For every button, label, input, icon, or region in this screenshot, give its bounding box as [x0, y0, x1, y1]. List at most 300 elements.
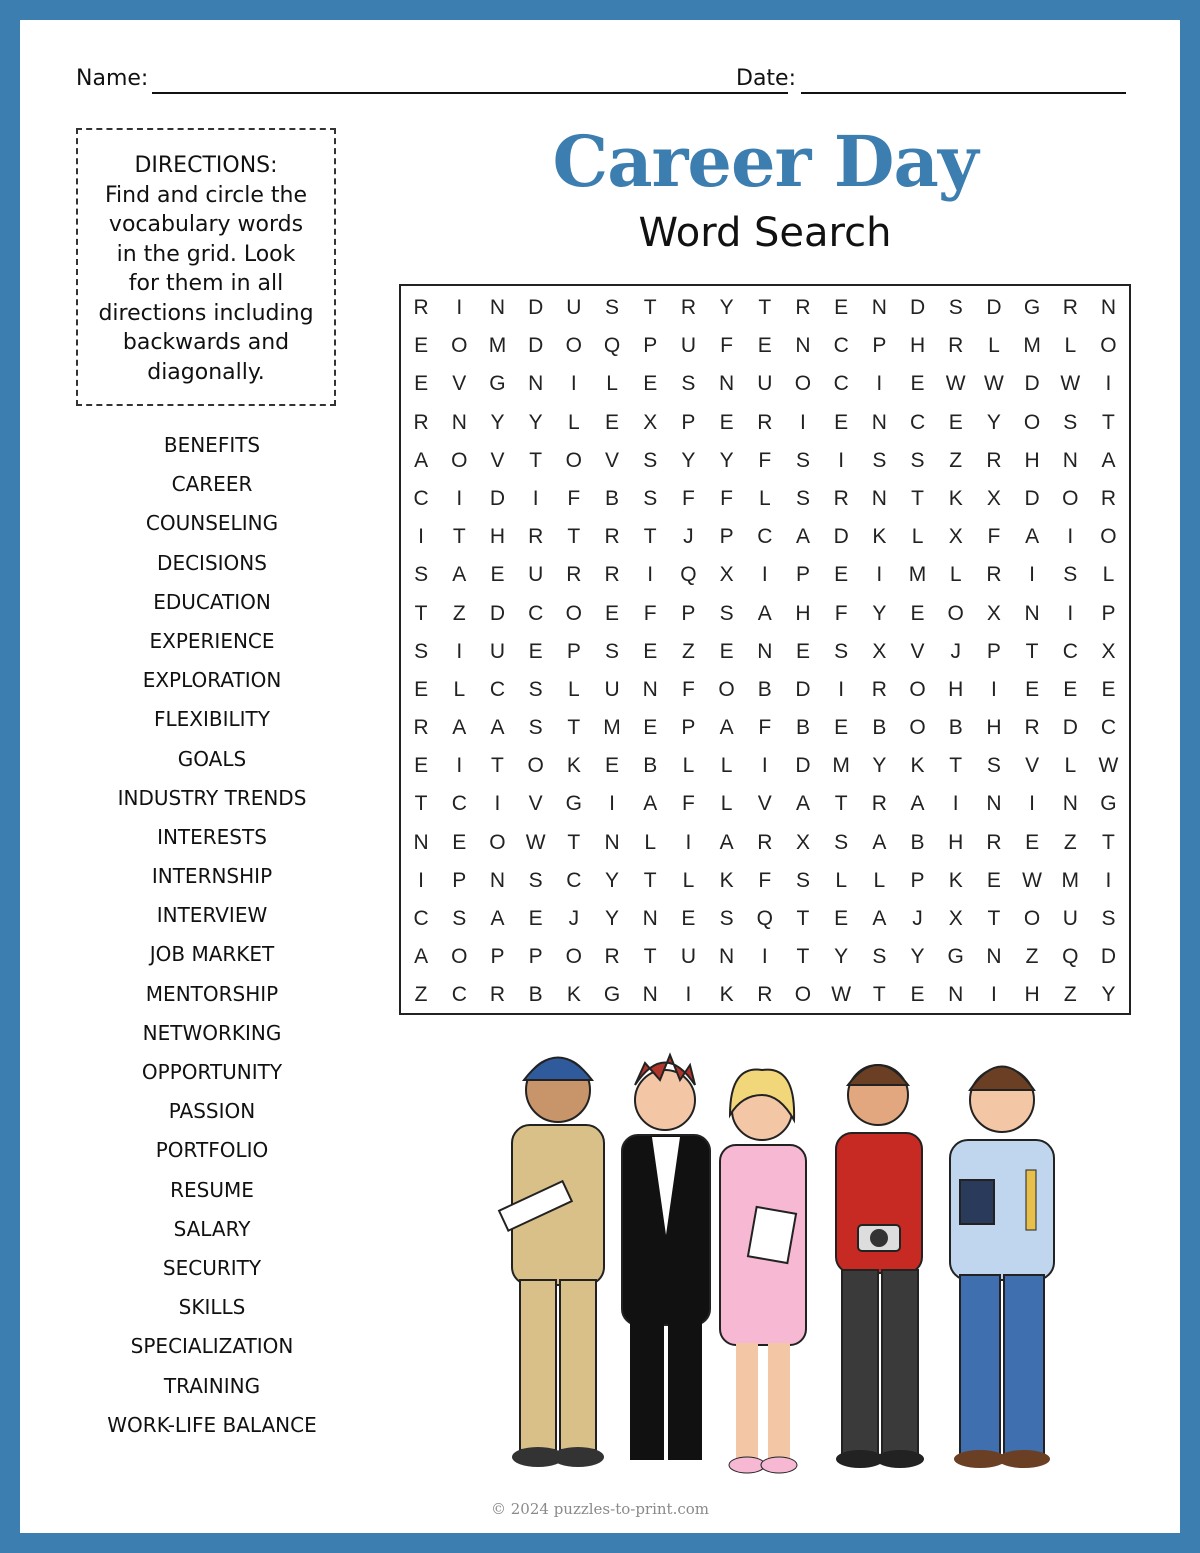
- grid-cell[interactable]: E: [605, 410, 620, 434]
- grid-cell[interactable]: I: [456, 754, 463, 778]
- grid-cell[interactable]: B: [605, 486, 620, 510]
- grid-cell[interactable]: F: [758, 448, 772, 472]
- grid-cell[interactable]: O: [451, 334, 468, 358]
- grid-cell[interactable]: E: [834, 563, 849, 587]
- grid-cell[interactable]: C: [451, 983, 467, 1007]
- grid-cell[interactable]: E: [910, 601, 925, 625]
- grid-cell[interactable]: I: [494, 792, 501, 816]
- grid-cell[interactable]: Y: [681, 448, 696, 472]
- grid-cell[interactable]: U: [757, 372, 773, 396]
- grid-cell[interactable]: E: [681, 907, 696, 930]
- grid-cell[interactable]: W: [983, 372, 1004, 396]
- grid-cell[interactable]: Y: [605, 868, 620, 892]
- grid-cell[interactable]: R: [757, 830, 773, 854]
- grid-cell[interactable]: T: [834, 792, 848, 816]
- grid-cell[interactable]: A: [872, 907, 887, 930]
- grid-cell[interactable]: I: [647, 563, 654, 587]
- grid-cell[interactable]: R: [413, 410, 429, 434]
- grid-cell[interactable]: V: [490, 448, 505, 472]
- grid-cell[interactable]: O: [1062, 486, 1079, 510]
- grid-cell[interactable]: S: [528, 868, 543, 892]
- grid-cell[interactable]: K: [719, 983, 734, 1007]
- grid-cell[interactable]: I: [1105, 868, 1112, 892]
- grid-cell[interactable]: A: [490, 716, 505, 740]
- grid-cell[interactable]: F: [567, 486, 581, 510]
- grid-cell[interactable]: C: [451, 792, 467, 816]
- grid-cell[interactable]: C: [833, 334, 849, 358]
- grid-cell[interactable]: O: [1023, 410, 1041, 434]
- grid-cell[interactable]: V: [605, 448, 620, 472]
- grid-cell[interactable]: B: [757, 677, 772, 701]
- grid-cell[interactable]: P: [681, 410, 696, 434]
- grid-cell[interactable]: S: [910, 448, 925, 472]
- grid-cell[interactable]: A: [719, 716, 734, 740]
- grid-cell[interactable]: W: [525, 830, 546, 854]
- grid-cell[interactable]: R: [528, 525, 544, 549]
- grid-cell[interactable]: R: [948, 334, 964, 358]
- grid-cell[interactable]: S: [719, 601, 734, 625]
- grid-cell[interactable]: N: [871, 410, 887, 434]
- grid-cell[interactable]: B: [948, 716, 963, 740]
- grid-cell[interactable]: F: [720, 486, 733, 510]
- grid-cell[interactable]: N: [642, 677, 658, 701]
- grid-cell[interactable]: U: [1062, 907, 1078, 930]
- grid-cell[interactable]: T: [567, 830, 581, 854]
- grid-cell[interactable]: O: [489, 830, 506, 854]
- grid-cell[interactable]: P: [681, 601, 696, 625]
- grid-cell[interactable]: C: [833, 372, 849, 396]
- grid-cell[interactable]: U: [566, 296, 582, 319]
- grid-cell[interactable]: O: [794, 372, 812, 396]
- grid-cell[interactable]: P: [643, 334, 658, 358]
- grid-cell[interactable]: L: [911, 525, 924, 549]
- grid-cell[interactable]: R: [757, 983, 773, 1007]
- grid-cell[interactable]: O: [451, 945, 468, 969]
- grid-cell[interactable]: S: [414, 563, 429, 587]
- grid-cell[interactable]: R: [986, 563, 1002, 587]
- grid-cell[interactable]: N: [451, 410, 467, 434]
- grid-cell[interactable]: N: [642, 907, 658, 930]
- grid-cell[interactable]: M: [908, 563, 927, 587]
- grid-cell[interactable]: O: [565, 334, 583, 358]
- grid-cell[interactable]: P: [795, 563, 810, 587]
- grid-cell[interactable]: S: [986, 754, 1001, 778]
- grid-cell[interactable]: F: [758, 868, 772, 892]
- grid-cell[interactable]: S: [872, 448, 887, 472]
- grid-cell[interactable]: Y: [528, 410, 543, 434]
- grid-cell[interactable]: Y: [986, 410, 1001, 434]
- grid-cell[interactable]: X: [948, 907, 963, 930]
- grid-cell[interactable]: T: [414, 601, 428, 625]
- grid-cell[interactable]: M: [488, 334, 507, 358]
- grid-cell[interactable]: P: [566, 639, 581, 663]
- grid-cell[interactable]: F: [987, 525, 1001, 549]
- grid-cell[interactable]: Y: [872, 754, 887, 778]
- grid-cell[interactable]: S: [643, 448, 658, 472]
- grid-cell[interactable]: F: [643, 601, 657, 625]
- grid-cell[interactable]: L: [682, 868, 695, 892]
- grid-cell[interactable]: N: [1100, 296, 1117, 319]
- grid-cell[interactable]: U: [528, 563, 544, 587]
- grid-cell[interactable]: D: [1024, 486, 1040, 510]
- grid-cell[interactable]: I: [456, 296, 463, 319]
- grid-cell[interactable]: A: [452, 563, 467, 587]
- grid-cell[interactable]: V: [452, 372, 467, 396]
- grid-cell[interactable]: I: [952, 792, 959, 816]
- grid-cell[interactable]: L: [988, 334, 1000, 358]
- grid-cell[interactable]: R: [413, 716, 429, 740]
- grid-cell[interactable]: E: [910, 983, 925, 1007]
- grid-cell[interactable]: X: [719, 563, 734, 587]
- grid-cell[interactable]: B: [910, 830, 925, 854]
- grid-cell[interactable]: Y: [1101, 983, 1116, 1007]
- grid-cell[interactable]: N: [871, 296, 887, 319]
- grid-cell[interactable]: E: [452, 830, 467, 854]
- grid-cell[interactable]: D: [528, 296, 544, 319]
- grid-cell[interactable]: S: [795, 448, 810, 472]
- grid-cell[interactable]: P: [681, 716, 696, 740]
- grid-cell[interactable]: T: [1102, 830, 1115, 854]
- grid-cell[interactable]: L: [1064, 754, 1077, 778]
- grid-cell[interactable]: O: [527, 754, 544, 778]
- grid-cell[interactable]: L: [568, 410, 580, 434]
- grid-cell[interactable]: A: [757, 601, 772, 625]
- grid-cell[interactable]: E: [834, 296, 849, 319]
- grid-cell[interactable]: I: [761, 563, 768, 587]
- grid-cell[interactable]: O: [794, 983, 812, 1007]
- grid-cell[interactable]: M: [603, 716, 621, 740]
- grid-cell[interactable]: T: [414, 792, 428, 816]
- grid-cell[interactable]: E: [757, 334, 772, 358]
- grid-cell[interactable]: N: [489, 296, 506, 319]
- grid-cell[interactable]: S: [681, 372, 696, 396]
- grid-cell[interactable]: A: [910, 792, 925, 816]
- grid-cell[interactable]: I: [418, 868, 425, 892]
- grid-cell[interactable]: E: [1025, 830, 1040, 854]
- grid-cell[interactable]: X: [795, 830, 810, 854]
- grid-cell[interactable]: E: [834, 716, 849, 740]
- grid-cell[interactable]: F: [681, 677, 695, 701]
- grid-cell[interactable]: N: [795, 334, 811, 358]
- grid-cell[interactable]: P: [910, 868, 925, 892]
- grid-cell[interactable]: I: [1029, 792, 1036, 816]
- grid-cell[interactable]: V: [1025, 754, 1040, 778]
- grid-cell[interactable]: D: [1024, 372, 1040, 396]
- grid-cell[interactable]: I: [456, 639, 463, 663]
- grid-cell[interactable]: O: [718, 677, 735, 701]
- grid-cell[interactable]: N: [871, 486, 887, 510]
- grid-cell[interactable]: W: [1022, 868, 1042, 892]
- grid-cell[interactable]: I: [990, 983, 997, 1007]
- grid-cell[interactable]: S: [719, 907, 734, 930]
- grid-cell[interactable]: G: [1023, 296, 1041, 319]
- grid-cell[interactable]: R: [986, 830, 1002, 854]
- grid-cell[interactable]: Q: [1062, 945, 1079, 969]
- grid-cell[interactable]: R: [680, 296, 696, 319]
- grid-cell[interactable]: N: [1062, 792, 1078, 816]
- grid-cell[interactable]: Y: [834, 945, 849, 969]
- grid-cell[interactable]: U: [680, 945, 696, 969]
- grid-cell[interactable]: N: [986, 945, 1002, 969]
- grid-cell[interactable]: N: [1024, 601, 1040, 625]
- grid-cell[interactable]: G: [565, 792, 583, 816]
- grid-cell[interactable]: L: [644, 830, 657, 854]
- grid-cell[interactable]: H: [795, 601, 811, 625]
- grid-cell[interactable]: X: [948, 525, 963, 549]
- grid-cell[interactable]: B: [795, 716, 810, 740]
- grid-cell[interactable]: I: [876, 563, 883, 587]
- grid-cell[interactable]: S: [643, 486, 658, 510]
- grid-cell[interactable]: M: [1023, 334, 1041, 358]
- grid-cell[interactable]: S: [528, 677, 543, 701]
- grid-cell[interactable]: N: [719, 945, 735, 969]
- grid-cell[interactable]: H: [489, 525, 506, 549]
- grid-cell[interactable]: L: [453, 677, 466, 701]
- grid-cell[interactable]: E: [528, 639, 543, 663]
- grid-cell[interactable]: P: [872, 334, 887, 358]
- grid-cell[interactable]: T: [643, 868, 657, 892]
- grid-cell[interactable]: Q: [680, 563, 697, 587]
- grid-cell[interactable]: C: [1062, 639, 1078, 663]
- grid-cell[interactable]: S: [872, 945, 887, 969]
- grid-cell[interactable]: T: [529, 448, 543, 472]
- grid-cell[interactable]: N: [719, 372, 735, 396]
- grid-cell[interactable]: I: [570, 372, 577, 396]
- grid-cell[interactable]: L: [606, 372, 618, 396]
- grid-cell[interactable]: J: [568, 907, 580, 930]
- grid-cell[interactable]: S: [452, 907, 467, 930]
- grid-cell[interactable]: R: [1100, 486, 1117, 510]
- grid-cell[interactable]: R: [566, 563, 582, 587]
- grid-cell[interactable]: T: [911, 486, 924, 510]
- grid-cell[interactable]: R: [871, 792, 887, 816]
- grid-cell[interactable]: E: [1101, 677, 1116, 701]
- grid-cell[interactable]: Z: [949, 448, 963, 472]
- grid-cell[interactable]: E: [414, 677, 429, 701]
- grid-cell[interactable]: L: [720, 792, 733, 816]
- grid-cell[interactable]: E: [528, 907, 543, 930]
- grid-cell[interactable]: A: [414, 448, 429, 472]
- grid-cell[interactable]: X: [1101, 639, 1116, 663]
- grid-cell[interactable]: S: [414, 639, 429, 663]
- grid-cell[interactable]: X: [872, 639, 887, 663]
- grid-cell[interactable]: O: [1100, 334, 1117, 358]
- grid-cell[interactable]: L: [873, 868, 886, 892]
- grid-cell[interactable]: I: [532, 486, 539, 510]
- grid-cell[interactable]: B: [643, 754, 658, 778]
- grid-cell[interactable]: H: [909, 334, 926, 358]
- grid-cell[interactable]: U: [680, 334, 696, 358]
- grid-cell[interactable]: A: [795, 525, 810, 549]
- grid-cell[interactable]: I: [609, 792, 615, 816]
- grid-cell[interactable]: C: [489, 677, 506, 701]
- grid-cell[interactable]: I: [685, 830, 692, 854]
- grid-cell[interactable]: J: [950, 639, 961, 663]
- grid-cell[interactable]: N: [757, 639, 773, 663]
- grid-cell[interactable]: R: [833, 486, 849, 510]
- grid-cell[interactable]: D: [795, 677, 811, 701]
- grid-cell[interactable]: W: [1098, 754, 1119, 778]
- grid-cell[interactable]: M: [832, 754, 850, 778]
- grid-cell[interactable]: E: [490, 563, 505, 587]
- grid-cell[interactable]: V: [757, 792, 772, 816]
- grid-cell[interactable]: Z: [1063, 830, 1077, 854]
- grid-cell[interactable]: T: [452, 525, 466, 549]
- grid-cell[interactable]: T: [643, 296, 657, 319]
- grid-cell[interactable]: L: [835, 868, 847, 892]
- grid-cell[interactable]: S: [605, 296, 620, 319]
- grid-cell[interactable]: I: [456, 486, 463, 510]
- grid-cell[interactable]: D: [986, 296, 1002, 319]
- grid-cell[interactable]: T: [796, 907, 810, 930]
- grid-cell[interactable]: S: [1063, 563, 1078, 587]
- grid-cell[interactable]: O: [1023, 907, 1041, 930]
- grid-cell[interactable]: P: [528, 945, 543, 969]
- grid-cell[interactable]: E: [948, 410, 963, 434]
- grid-cell[interactable]: E: [910, 372, 925, 396]
- grid-cell[interactable]: D: [795, 754, 811, 778]
- grid-cell[interactable]: W: [831, 983, 852, 1007]
- grid-cell[interactable]: S: [528, 716, 543, 740]
- grid-cell[interactable]: I: [1067, 601, 1074, 625]
- grid-cell[interactable]: O: [1100, 525, 1117, 549]
- grid-cell[interactable]: R: [489, 983, 506, 1007]
- grid-cell[interactable]: R: [986, 448, 1002, 472]
- grid-cell[interactable]: I: [876, 372, 883, 396]
- grid-cell[interactable]: L: [720, 754, 733, 778]
- grid-cell[interactable]: C: [413, 486, 429, 510]
- grid-cell[interactable]: I: [761, 754, 768, 778]
- grid-cell[interactable]: F: [681, 486, 695, 510]
- grid-cell[interactable]: I: [1067, 525, 1074, 549]
- grid-cell[interactable]: S: [795, 486, 810, 510]
- grid-cell[interactable]: E: [414, 754, 429, 778]
- grid-cell[interactable]: F: [834, 601, 848, 625]
- grid-cell[interactable]: Z: [681, 639, 695, 663]
- grid-cell[interactable]: T: [643, 945, 657, 969]
- grid-cell[interactable]: P: [490, 945, 505, 969]
- grid-cell[interactable]: C: [757, 525, 773, 549]
- grid-cell[interactable]: E: [414, 334, 429, 358]
- grid-cell[interactable]: K: [948, 486, 963, 510]
- grid-cell[interactable]: L: [682, 754, 695, 778]
- grid-cell[interactable]: Z: [414, 983, 428, 1007]
- grid-cell[interactable]: C: [909, 410, 926, 434]
- grid-cell[interactable]: K: [719, 868, 734, 892]
- grid-cell[interactable]: T: [1102, 410, 1115, 434]
- grid-cell[interactable]: R: [757, 410, 773, 434]
- grid-cell[interactable]: E: [605, 601, 620, 625]
- grid-cell[interactable]: U: [604, 677, 620, 701]
- grid-cell[interactable]: I: [685, 983, 692, 1007]
- grid-cell[interactable]: H: [948, 830, 964, 854]
- grid-cell[interactable]: Y: [719, 296, 734, 319]
- grid-cell[interactable]: Y: [719, 448, 734, 472]
- grid-cell[interactable]: D: [528, 334, 544, 358]
- grid-cell[interactable]: N: [986, 792, 1002, 816]
- grid-cell[interactable]: E: [1025, 677, 1040, 701]
- grid-cell[interactable]: E: [414, 372, 429, 396]
- grid-cell[interactable]: R: [604, 563, 620, 587]
- grid-cell[interactable]: Y: [490, 410, 505, 434]
- grid-cell[interactable]: E: [719, 410, 734, 434]
- grid-cell[interactable]: Z: [452, 601, 466, 625]
- grid-cell[interactable]: E: [643, 372, 658, 396]
- grid-cell[interactable]: L: [1102, 563, 1115, 587]
- grid-cell[interactable]: Y: [872, 601, 887, 625]
- grid-cell[interactable]: A: [414, 945, 429, 969]
- grid-cell[interactable]: D: [489, 601, 506, 625]
- grid-cell[interactable]: I: [761, 945, 768, 969]
- grid-cell[interactable]: E: [1063, 677, 1078, 701]
- grid-cell[interactable]: K: [948, 868, 963, 892]
- grid-cell[interactable]: S: [834, 830, 849, 854]
- grid-cell[interactable]: M: [1061, 868, 1080, 892]
- grid-cell[interactable]: N: [413, 830, 429, 854]
- grid-cell[interactable]: J: [683, 525, 694, 549]
- grid-cell[interactable]: B: [528, 983, 543, 1007]
- grid-cell[interactable]: I: [800, 410, 806, 434]
- grid-cell[interactable]: R: [871, 677, 887, 701]
- grid-cell[interactable]: S: [948, 296, 963, 319]
- grid-cell[interactable]: T: [567, 525, 581, 549]
- grid-cell[interactable]: D: [909, 296, 926, 319]
- grid-cell[interactable]: L: [1064, 334, 1077, 358]
- grid-cell[interactable]: A: [795, 792, 810, 816]
- grid-cell[interactable]: E: [834, 410, 849, 434]
- grid-cell[interactable]: A: [719, 830, 734, 854]
- grid-cell[interactable]: Z: [1025, 945, 1039, 969]
- grid-cell[interactable]: N: [642, 983, 658, 1007]
- grid-cell[interactable]: H: [1024, 448, 1040, 472]
- grid-cell[interactable]: Y: [605, 907, 620, 930]
- grid-cell[interactable]: P: [719, 525, 734, 549]
- grid-cell[interactable]: O: [451, 448, 468, 472]
- name-field-line[interactable]: [152, 92, 788, 94]
- grid-cell[interactable]: O: [565, 448, 583, 472]
- grid-cell[interactable]: A: [452, 716, 467, 740]
- grid-cell[interactable]: O: [909, 716, 926, 740]
- grid-cell[interactable]: V: [528, 792, 543, 816]
- grid-cell[interactable]: E: [643, 639, 658, 663]
- grid-cell[interactable]: N: [528, 372, 544, 396]
- grid-cell[interactable]: F: [720, 334, 733, 358]
- grid-cell[interactable]: S: [1101, 907, 1116, 930]
- grid-cell[interactable]: L: [949, 563, 962, 587]
- grid-cell[interactable]: R: [1024, 716, 1040, 740]
- grid-cell[interactable]: T: [758, 296, 772, 319]
- grid-cell[interactable]: A: [643, 792, 658, 816]
- grid-cell[interactable]: K: [566, 983, 581, 1007]
- grid-cell[interactable]: A: [490, 907, 505, 930]
- grid-cell[interactable]: A: [872, 830, 887, 854]
- grid-cell[interactable]: T: [567, 716, 581, 740]
- grid-cell[interactable]: I: [990, 677, 997, 701]
- grid-cell[interactable]: H: [948, 677, 964, 701]
- grid-cell[interactable]: W: [1060, 372, 1081, 396]
- grid-cell[interactable]: F: [681, 792, 695, 816]
- grid-cell[interactable]: A: [1101, 448, 1116, 472]
- grid-cell[interactable]: E: [986, 868, 1001, 892]
- grid-cell[interactable]: N: [489, 868, 506, 892]
- grid-cell[interactable]: T: [796, 945, 810, 969]
- grid-cell[interactable]: K: [872, 525, 887, 549]
- grid-cell[interactable]: P: [452, 868, 467, 892]
- grid-cell[interactable]: L: [758, 486, 771, 510]
- grid-cell[interactable]: C: [1100, 716, 1117, 740]
- grid-cell[interactable]: X: [643, 410, 658, 434]
- grid-cell[interactable]: O: [565, 945, 583, 969]
